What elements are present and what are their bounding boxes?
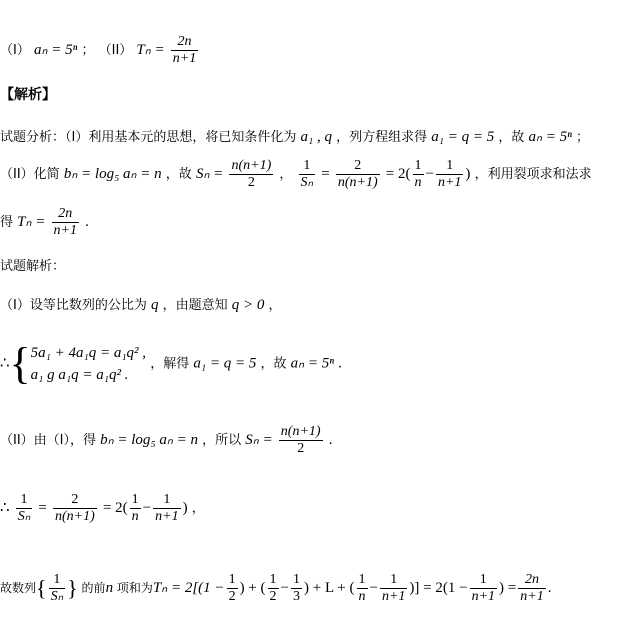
fraction-denominator: n+1: [520, 589, 544, 604]
fraction-denominator: 3: [292, 589, 300, 604]
fraction-numerator: 2n: [52, 206, 79, 223]
fraction-numerator: 1: [131, 492, 139, 507]
analysis-p2-f3: [413, 158, 424, 191]
solution-line-2: [0, 424, 332, 457]
analysis-p2-eq: =: [321, 166, 330, 182]
analysis-line-2: [0, 158, 592, 191]
fraction-numerator: 1: [269, 572, 277, 587]
analysis-p2-comma: ，: [279, 167, 293, 182]
analysis-p2-f4: [436, 158, 463, 191]
fraction-denominator: Sₙ: [300, 175, 314, 190]
fraction-denominator: n: [414, 175, 422, 190]
analysis-result: a₁ = q = 5: [431, 129, 495, 145]
system-equation-1: 5a₁ + 4a₁q = a₁q² ,: [30, 345, 147, 361]
analysis-p2-f2: [336, 158, 380, 191]
solution-s2-S: Sₙ =: [245, 432, 273, 448]
equation-system: [31, 342, 146, 386]
solution-line-4: [0, 572, 551, 605]
solution-s4-L: ) + L + (: [303, 580, 355, 596]
fraction-numerator: 1: [470, 572, 497, 589]
fraction-numerator: 1: [358, 572, 366, 587]
right-curly-brace: }: [67, 575, 78, 601]
solution-s2-end: .: [328, 432, 333, 448]
solution-sys-result: a₁ = q = 5: [193, 355, 257, 372]
answer-line: [0, 34, 200, 67]
solution-s1-cond: q > 0: [231, 297, 265, 313]
fraction-numerator: 1: [16, 492, 33, 509]
solution-s3-f4: [153, 492, 180, 525]
fraction-denominator: n+1: [437, 175, 462, 190]
analysis-p2-f1: [299, 158, 316, 191]
solution-s3-minus: −: [142, 500, 152, 516]
analysis-intro: 试题分析：（I）利用基本元的思想，将已知条件化为: [0, 130, 297, 145]
solution-line-3: [0, 492, 205, 525]
fraction-numerator: 1: [414, 158, 422, 173]
fraction-denominator: n+1: [53, 223, 77, 238]
fraction-denominator: 2: [228, 589, 236, 604]
fraction-numerator: 1: [436, 158, 463, 175]
fraction-denominator: n(n+1): [55, 509, 95, 524]
fraction-numerator: n(n+1): [280, 424, 321, 439]
solution-s2-fraction: [279, 424, 323, 457]
fraction-numerator: 1: [380, 572, 407, 589]
analysis-result2: aₙ = 5ⁿ: [528, 129, 572, 145]
answer-part2-lhs: Tₙ =: [136, 42, 165, 58]
solution-s4-b-pre: ) + (: [239, 580, 266, 596]
solution-s4-c1: [357, 572, 368, 605]
fraction-denominator: n+1: [155, 509, 179, 524]
fraction-numerator: 1: [292, 572, 300, 587]
analysis-end: ；: [575, 130, 589, 145]
answer-part1-label: （I）: [0, 43, 30, 58]
left-brace: {: [9, 339, 31, 388]
system-equation-2: a₁ g a₁q = a₁q² .: [30, 367, 129, 383]
fraction-denominator: n+1: [172, 51, 197, 66]
solution-s3-close: ): [182, 500, 188, 516]
solution-sys-end: .: [338, 355, 342, 372]
solution-s4-mid: 的前: [81, 581, 106, 595]
analysis-line-3: [0, 206, 89, 239]
fraction-numerator: 1: [299, 158, 316, 175]
solution-s3-eq: =: [38, 500, 47, 516]
solution-s4-b1: [268, 572, 279, 605]
answer-part2-label: （II）: [98, 43, 133, 58]
solution-s4-d: [470, 572, 497, 605]
fraction-denominator: 2: [269, 589, 277, 604]
analysis-heading: 【解析】: [0, 87, 56, 103]
fraction-numerator: 1: [228, 572, 236, 587]
fraction-denominator: 2: [297, 441, 305, 456]
analysis-p2-label: （II）化简: [0, 167, 60, 182]
solution-s2: （II）由（I），得: [0, 433, 97, 448]
analysis-line-1: [0, 128, 589, 147]
answer-sep: ；: [81, 43, 95, 58]
fraction-numerator: 2: [336, 158, 380, 175]
solution-system-line: [0, 339, 342, 388]
analysis-p2-S: Sₙ =: [195, 166, 224, 182]
solution-sys-gu: ，故: [260, 356, 287, 372]
solution-s4-mid2: 项和为: [116, 581, 153, 595]
solution-s2-mid: ，所以: [202, 433, 242, 448]
fraction-numerator: 1: [49, 572, 66, 589]
solution-s4-n: n: [105, 580, 114, 596]
solution-s2-b: bₙ = log₅ aₙ = n: [100, 432, 198, 448]
solution-s4-b-minus: −: [280, 580, 289, 596]
solution-sys-result2: aₙ = 5ⁿ: [290, 355, 334, 372]
fraction-denominator: Sₙ: [17, 509, 31, 524]
fraction-denominator: Sₙ: [50, 589, 64, 604]
fraction-denominator: n+1: [471, 589, 496, 604]
solution-s1: （I）设等比数列的公比为: [0, 298, 147, 313]
analysis-p2-b: bₙ = log₅ aₙ = n: [63, 166, 162, 182]
solution-s4-set-fraction: [49, 572, 66, 605]
answer-part1-expr: aₙ = 5ⁿ: [33, 42, 78, 58]
solution-s1-mid: ，由题意知: [162, 298, 228, 313]
solution-s1-q: q: [150, 297, 159, 313]
fraction-denominator: n: [131, 509, 139, 524]
solution-title: 试题解析：: [0, 259, 66, 274]
fraction-numerator: n(n+1): [231, 158, 272, 173]
analysis-p3-end: .: [85, 214, 89, 230]
analysis-p2-minus: −: [425, 166, 434, 182]
analysis-p2-close: ): [465, 166, 471, 182]
solution-s4-c2: [380, 572, 407, 605]
analysis-p2-eq2: = 2(: [385, 166, 411, 182]
solution-s4-c-minus: −: [369, 580, 378, 596]
analysis-p3-T: Tₙ =: [17, 214, 46, 230]
fraction-denominator: n(n+1): [337, 175, 378, 190]
solution-s3-end: ，: [191, 501, 205, 516]
solution-line-1: [0, 296, 282, 315]
answer-part2-fraction: [171, 34, 198, 67]
analysis-p2-tail: ，利用裂项求和法求: [474, 167, 592, 182]
solution-s4-a: [227, 572, 238, 605]
fraction-denominator: n: [358, 589, 366, 604]
fraction-denominator: 2: [247, 175, 255, 190]
fraction-numerator: 1: [153, 492, 180, 509]
analysis-vars: a₁ , q: [300, 129, 332, 145]
analysis-p2-S-fraction: [229, 158, 273, 191]
fraction-denominator: n+1: [381, 589, 406, 604]
solution-s3-f2: [53, 492, 97, 525]
analysis-mid: ，列方程组求得: [336, 130, 428, 145]
solution-s4-b2: [291, 572, 302, 605]
solution-s3-f1: [16, 492, 33, 525]
analysis-p3-fraction: [52, 206, 79, 239]
solution-s3-eq2: = 2(: [102, 500, 128, 516]
fraction-numerator: 2n: [171, 34, 198, 51]
solution-s3-f3: [130, 492, 141, 525]
solution-s4-close: )] = 2(1 −: [409, 580, 468, 596]
solution-s4-e: [518, 572, 545, 605]
solution-s4-end: .: [547, 580, 552, 596]
solution-s1-end: ，: [268, 298, 282, 313]
solution-s4-eq: ) =: [499, 580, 517, 596]
fraction-numerator: 2: [53, 492, 97, 509]
analysis-mid2: ，故: [498, 130, 525, 145]
left-curly-brace: {: [36, 575, 47, 601]
therefore-symbol: ∴: [0, 355, 10, 372]
analysis-p2-gu: ，故: [165, 167, 192, 182]
solution-s4-pre: 故数列: [0, 581, 37, 595]
analysis-p3-de: 得: [0, 215, 14, 230]
solution-sys-tail: ，解得: [150, 356, 190, 372]
solution-s4-T: Tₙ = 2[(1 −: [152, 580, 225, 596]
therefore-symbol: ∴: [0, 500, 10, 516]
fraction-numerator: 2n: [518, 572, 545, 589]
